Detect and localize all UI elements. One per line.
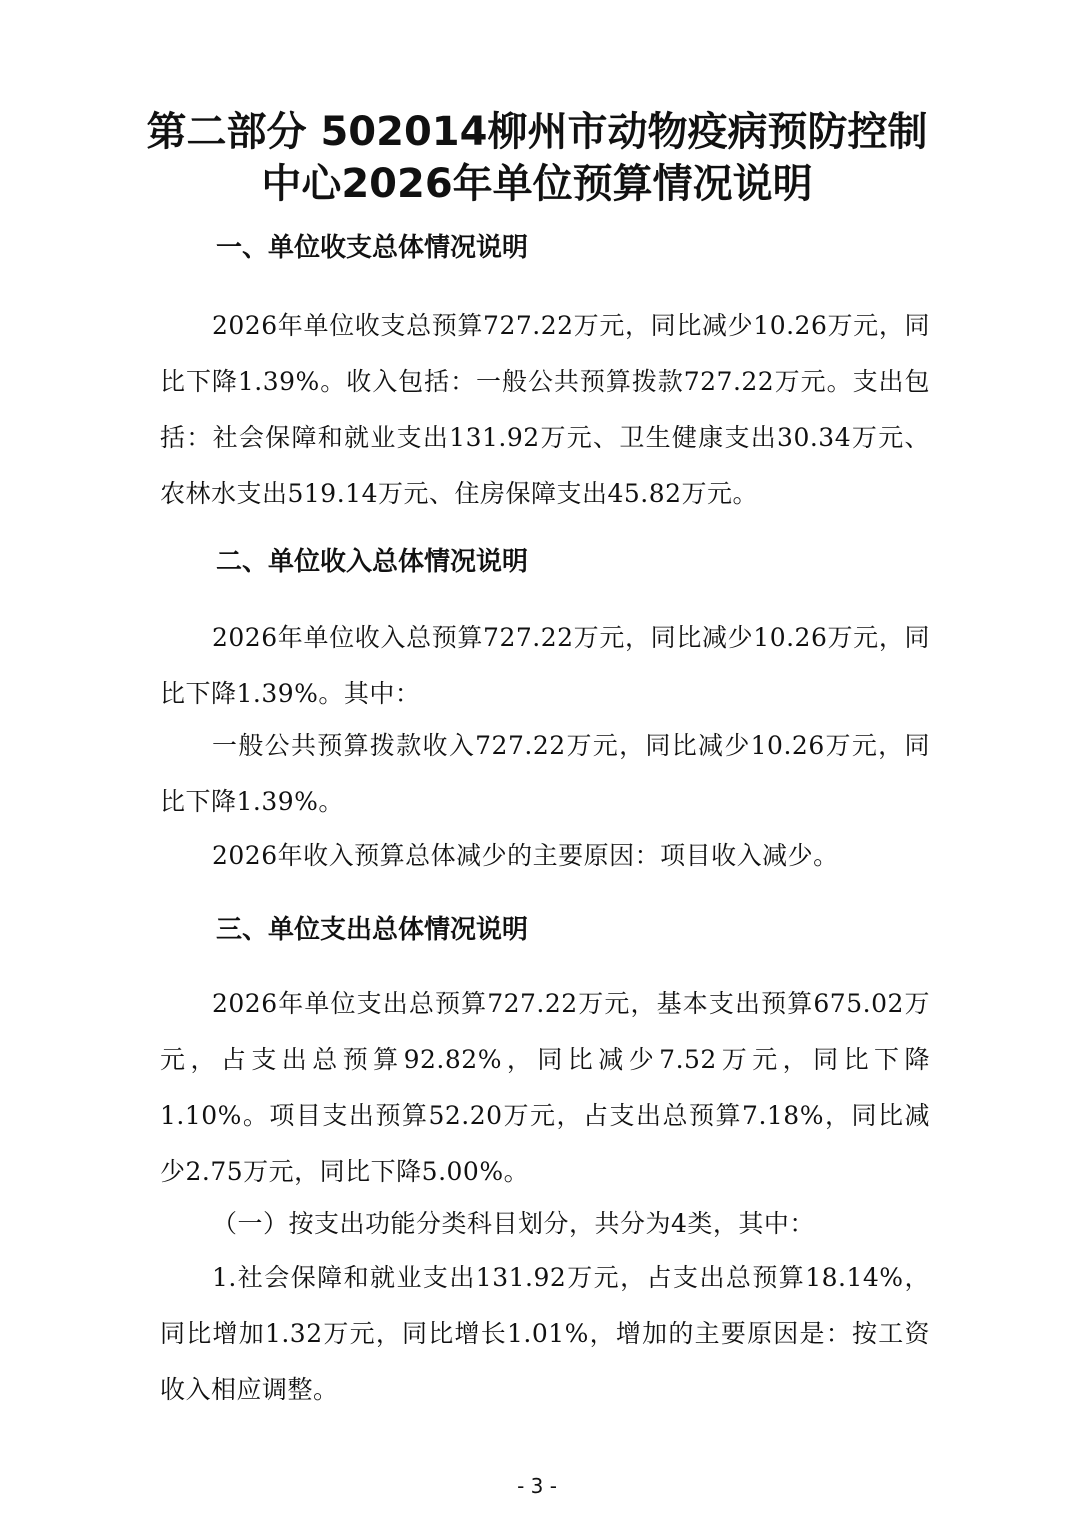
section-heading-1: 一、单位收支总体情况说明 [216, 233, 529, 263]
document-title [100, 106, 974, 210]
title-line-2: 中心2026年单位预算情况说明 [261, 161, 813, 207]
section-heading-3: 三、单位支出总体情况说明 [216, 915, 529, 945]
section-2-paragraph-1: 2026年单位收入总预算727.22万元，同比减少10.26万元，同比下降1.39%。其中： [160, 623, 930, 708]
section-heading-2: 二、单位收入总体情况说明 [216, 547, 529, 577]
section-3-paragraph-2: （一）按支出功能分类科目划分，共分为4类，其中： [212, 1209, 815, 1238]
section-3-paragraph-3: 1.社会保障和就业支出131.92万元，占支出总预算18.14%，同比增加1.32万元，同比增长1.01%，增加的主要原因是：按工资收入相应调整。 [160, 1263, 930, 1404]
section-1-paragraph-1: 2026年单位收支总预算727.22万元，同比减少10.26万元，同比下降1.39%。收入包括：一般公共预算拨款727.22万元。支出包括：社会保障和就业支出131.92万元、卫生健康支出30.34万元、农林水支出519.14万元、住房保障支出45.82万元。 [160, 311, 930, 508]
section-2-paragraph-3: 2026年收入预算总体减少的主要原因：项目收入减少。 [212, 841, 839, 870]
page-number: - 3 - [517, 1474, 557, 1498]
section-2-paragraph-2: 一般公共预算拨款收入727.22万元，同比减少10.26万元，同比下降1.39%。 [160, 731, 930, 816]
section-3-paragraph-1: 2026年单位支出总预算727.22万元，基本支出预算675.02万元，占支出总预算92.82%，同比减少7.52万元，同比下降1.10%。项目支出预算52.20万元，占支出总预算7.18%，同比减少2.75万元，同比下降5.00%。 [160, 989, 930, 1186]
title-line-1: 第二部分 502014柳州市动物疫病预防控制 [146, 109, 928, 155]
